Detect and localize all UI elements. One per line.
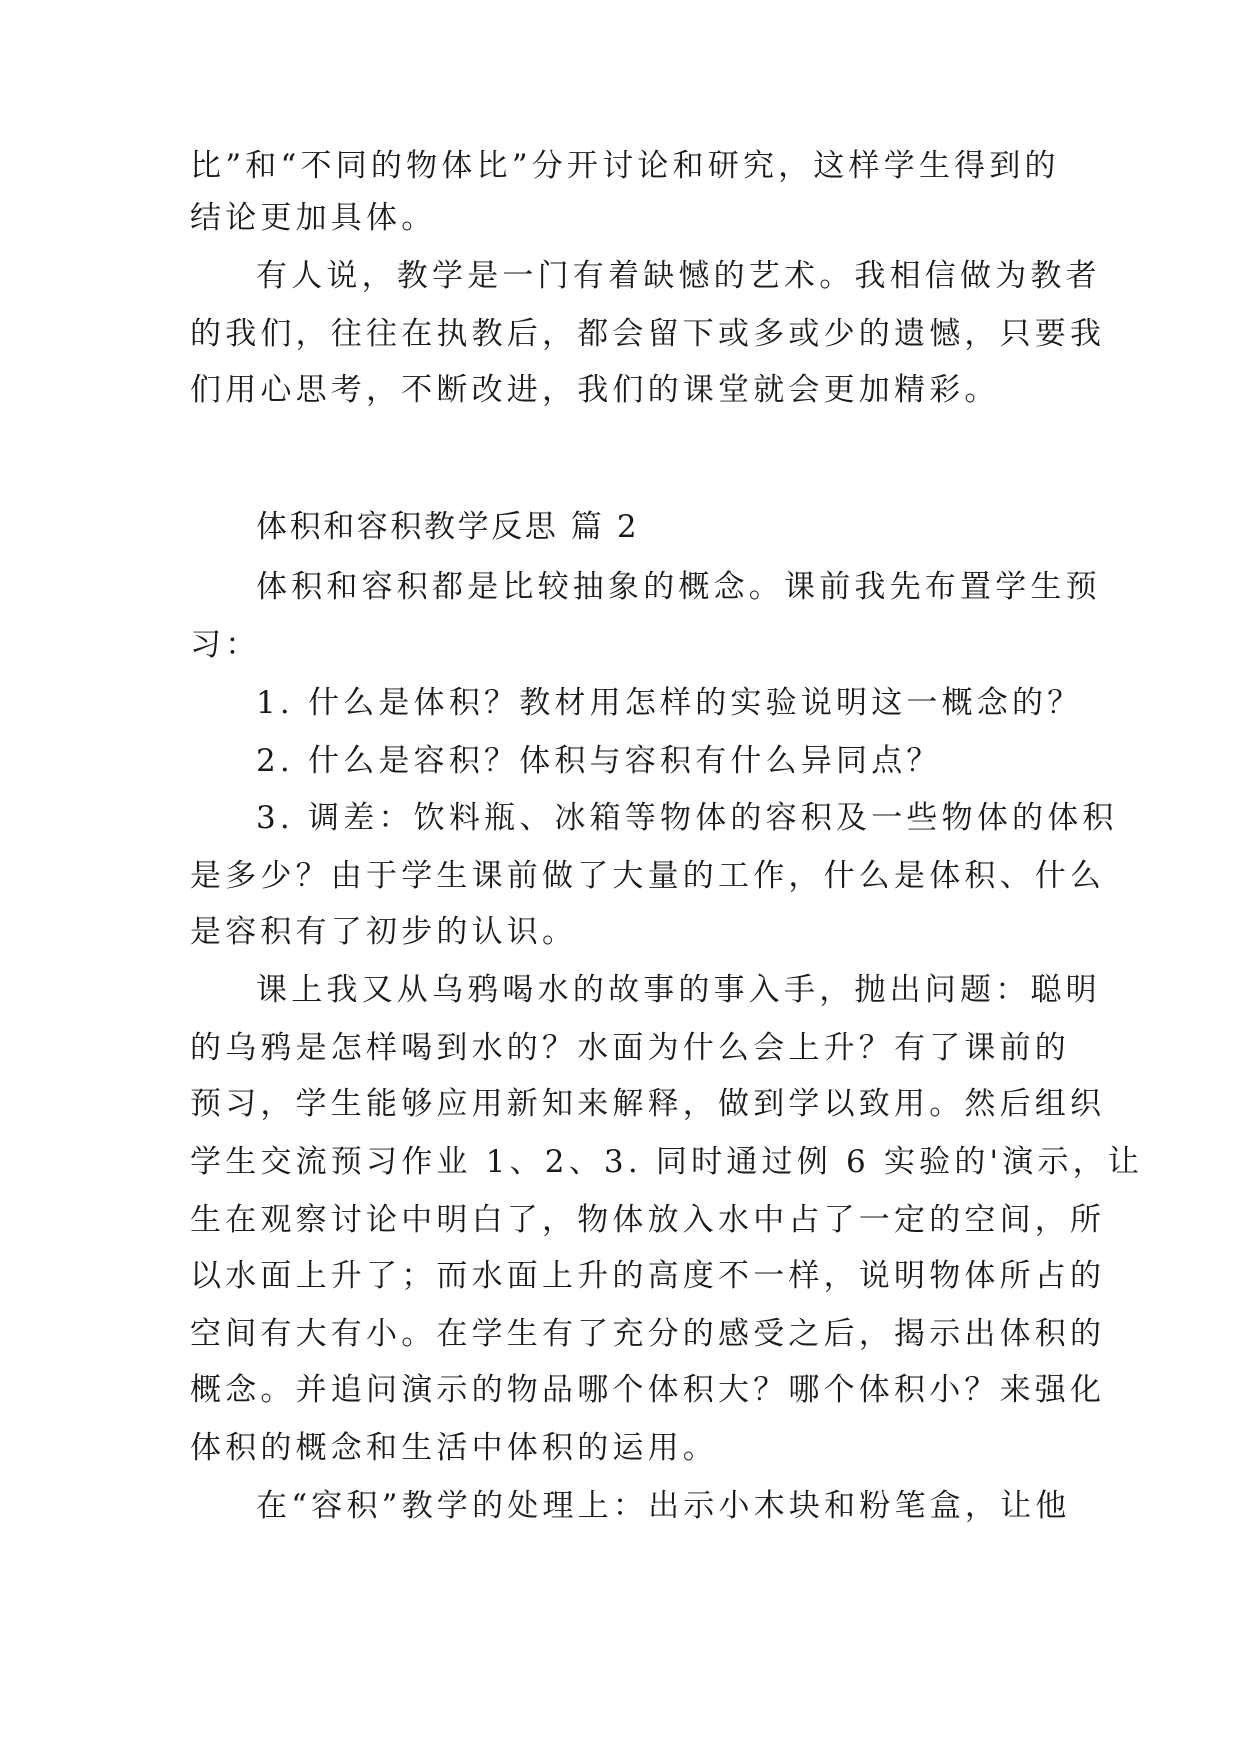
text-line: 学生交流预习作业 1、2、3. 同时通过例 6 实验的'演示，让: [190, 1144, 1144, 1180]
text-line: 是多少？由于学生课前做了大量的工作，什么是体积、什么: [190, 858, 1106, 894]
paragraph-start: 在“容积”教学的处理上：出示小木块和粉笔盒，让他: [256, 1488, 1071, 1524]
text-line: 比”和“不同的物体比”分开讨论和研究，这样学生得到的: [190, 148, 1060, 184]
text-line: 生在观察讨论中明白了，物体放入水中占了一定的空间，所: [190, 1202, 1106, 1238]
text-line: 们用心思考，不断改进，我们的课堂就会更加精彩。: [190, 372, 1000, 408]
text-line: 的我们，往往在执教后，都会留下或多或少的遗憾，只要我: [190, 316, 1106, 352]
section-heading: 体积和容积教学反思 篇 2: [256, 509, 640, 545]
text-line: 是容积有了初步的认识。: [190, 914, 578, 950]
text-line: 习：: [190, 627, 261, 663]
text-line: 空间有大有小。在学生有了充分的感受之后，揭示出体积的: [190, 1316, 1106, 1352]
text-line: 的乌鸦是怎样喝到水的？水面为什么会上升？有了课前的: [190, 1030, 1070, 1066]
list-item: 3. 调差：饮料瓶、冰箱等物体的容积及一些物体的体积: [256, 800, 1118, 836]
text-line: 体积的概念和生活中体积的运用。: [190, 1430, 718, 1466]
paragraph-start: 课上我又从乌鸦喝水的故事的事入手，抛出问题：聪明: [256, 972, 1101, 1008]
text-line: 预习，学生能够应用新知来解释，做到学以致用。然后组织: [190, 1086, 1106, 1122]
list-item: 1. 什么是体积？教材用怎样的实验说明这一概念的？: [256, 685, 1083, 721]
text-line: 以水面上升了；而水面上升的高度不一样，说明物体所占的: [190, 1258, 1106, 1294]
text-line: 概念。并追问演示的物品哪个体积大？哪个体积小？来强化: [190, 1372, 1106, 1408]
paragraph-start: 体积和容积都是比较抽象的概念。课前我先布置学生预: [256, 569, 1101, 605]
text-line: 结论更加具体。: [190, 200, 437, 236]
paragraph-start: 有人说，教学是一门有着缺憾的艺术。我相信做为教者: [256, 258, 1101, 294]
list-item: 2. 什么是容积？体积与容积有什么异同点？: [256, 743, 942, 779]
